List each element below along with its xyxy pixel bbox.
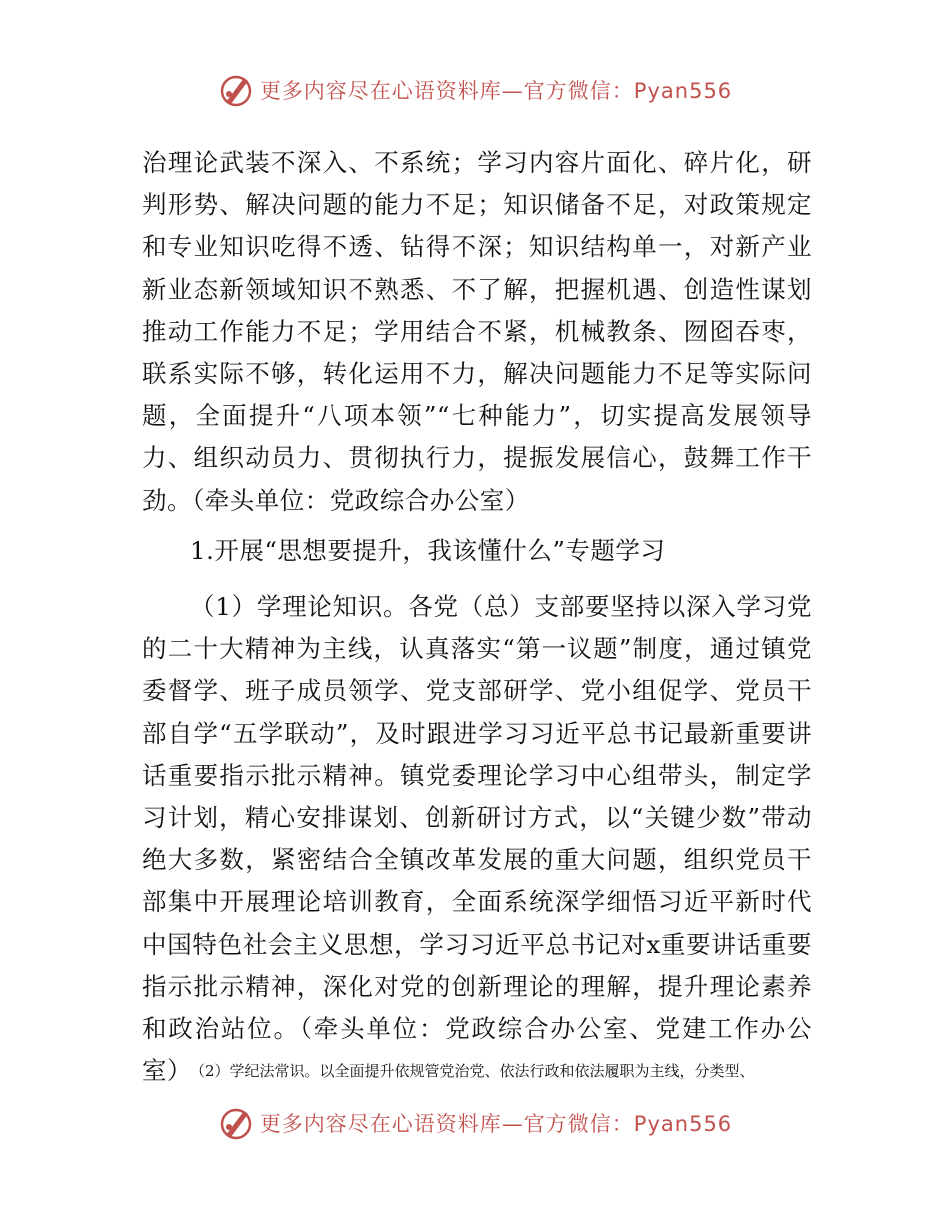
footer-watermark <box>0 1103 950 1143</box>
pen-circle-logo-icon <box>218 1105 254 1141</box>
watermark-text: 更多内容尽在心语资料库—官方微信：Pyan556 <box>259 79 733 103</box>
paragraph-law-study: （2）学纪法常识。以全面提升依规管党治党、依法行政和依法履职为主线，分类型、 <box>190 1062 755 1080</box>
pen-circle-logo-icon <box>218 72 254 108</box>
header-watermark <box>0 70 950 110</box>
watermark-text: 更多内容尽在心语资料库—官方微信：Pyan556 <box>259 1112 733 1136</box>
section-heading: 1.开展“思想要提升，我该懂什么”专题学习 <box>190 536 666 565</box>
paragraph-continuation: 治理论武装不深入、不系统；学习内容片面化、碎片化，研判形势、解决问题的能力不足；知识储备不足，对政策规定和专业知识吃得不透、钻得不深；知识结构单一，对新产业新业态新领域知识不熟悉、不了解，把握机遇、创造性谋划推动工作能力不足；学用结合不紧，机械教条、囫囵吞枣，联系实际不够，转化运用不力，解决问题能力不足等实际问题，全面提升“八项本领”“七种能力”，切实提高发展领导力、组织动员力、贯彻执行力，提振发展信心，鼓舞工作干劲。（牵头单位：党政综合办公室） <box>142 148 812 515</box>
paragraph-theory-study: （1）学理论知识。各党（总）支部要坚持以深入学习党的二十大精神为主线，认真落实“第一议题”制度，通过镇党委督学、班子成员领学、党支部研学、党小组促学、党员干部自学“五学联动”，及时跟进学习习近平总书记最新重要讲话重要指示批示精神。镇党委理论学习中心组带头，制定学习计划，精心安排谋划、创新研讨方式，以“关键少数”带动绝大多数，紧密结合全镇改革发展的重大问题，组织党员干部集中开展理论培训教育，全面系统深学细悟习近平新时代中国特色社会主义思想，学习习近平总书记对x重要讲话重要指示批示精神，深化对党的创新理论的理解，提升理论素养和政治站位。（牵头单位：党政综合办公室、党建工作办公室） <box>142 592 812 1086</box>
